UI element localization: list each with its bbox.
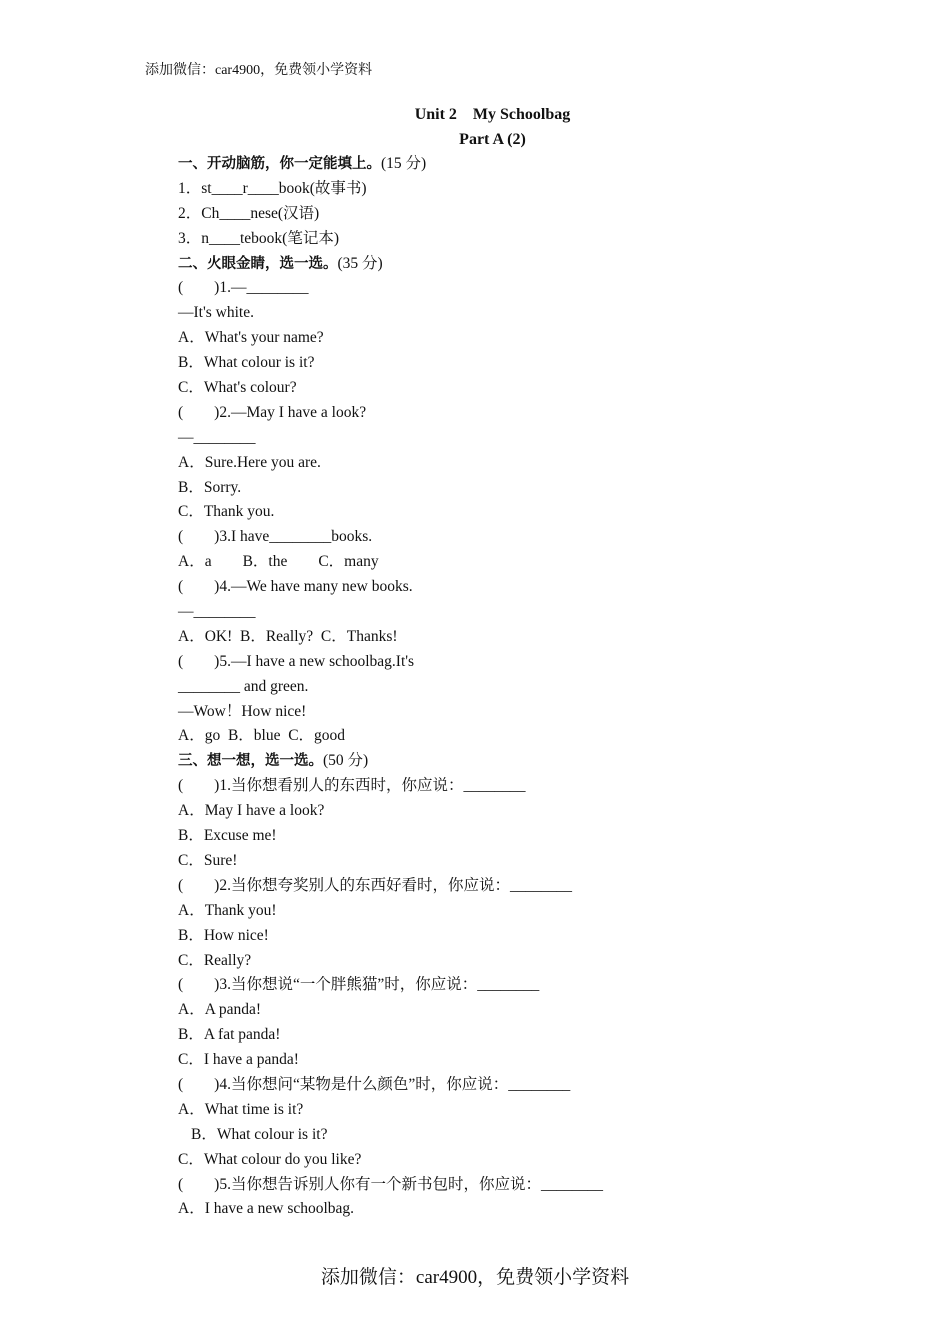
- exercise-line: [178, 326, 838, 351]
- line-text: 二、火眼金睛，选一选。: [178, 255, 338, 272]
- exercise-line: [178, 426, 838, 451]
- line-text: —________: [178, 428, 256, 446]
- line-text: A．What time is it?: [178, 1100, 304, 1118]
- line-text: ( )2.—May I have a look?: [178, 403, 367, 421]
- section-heading: [178, 749, 838, 774]
- line-text: B．A fat panda!: [178, 1026, 281, 1044]
- exercise-line: [178, 1023, 838, 1048]
- line-text: ( )4.—We have many new books.: [178, 578, 413, 596]
- line-text: B．What colour is it?: [178, 354, 315, 372]
- line-text: —Wow！How nice!: [178, 702, 307, 720]
- exercise-line: [178, 550, 838, 575]
- exercise-line: [178, 1073, 838, 1098]
- exercise-line: [178, 575, 838, 600]
- exercise-line: [178, 351, 838, 376]
- line-text: C．Sure!: [178, 851, 238, 869]
- worksheet-title: Unit 2 My Schoolbag: [414, 106, 571, 123]
- exercise-line: [178, 1197, 838, 1222]
- line-text: ( )5.当你想告诉别人你有一个新书包时，你应说：________: [178, 1175, 603, 1193]
- exercise-line: [178, 600, 838, 625]
- line-text: 1．st____r____book(故事书): [178, 179, 367, 197]
- line-text: C．What colour do you like?: [178, 1150, 362, 1168]
- exercise-line: [178, 724, 838, 749]
- line-text: ________ and green.: [178, 677, 309, 695]
- line-text: C．Thank you.: [178, 503, 275, 521]
- exercise-line: [178, 824, 838, 849]
- section-heading: [178, 252, 838, 277]
- exercise-line: [178, 1123, 838, 1148]
- exercise-line: [178, 525, 838, 550]
- exercise-line: [178, 650, 838, 675]
- line-text: A．A panda!: [178, 1001, 262, 1019]
- exercise-line: [178, 1098, 838, 1123]
- line-text: ( )1.当你想看别人的东西时，你应说：________: [178, 777, 526, 795]
- exercise-line: [178, 451, 838, 476]
- line-text: ( )2.当你想夸奖别人的东西好看时，你应说：________: [178, 876, 572, 894]
- line-text: C．What's colour?: [178, 379, 297, 397]
- line-text: B．Excuse me!: [178, 827, 277, 845]
- line-text: A．What's your name?: [178, 329, 324, 347]
- exercise-line: [178, 1048, 838, 1073]
- line-text: ( )4.当你想问“某物是什么颜色”时，你应说：________: [178, 1075, 571, 1093]
- exercise-line: [178, 849, 838, 874]
- exercise-line: [178, 774, 838, 799]
- line-text: A．May I have a look?: [178, 802, 325, 820]
- exercise-line: [178, 276, 838, 301]
- line-text: A．Thank you!: [178, 901, 277, 919]
- exercise-line: [178, 376, 838, 401]
- line-text: —________: [178, 603, 256, 621]
- section-points: (15 分): [381, 155, 427, 172]
- footer-watermark-note: 添加微信：car4900，免费领小学资料: [320, 1267, 630, 1288]
- line-text: B．How nice!: [178, 926, 269, 944]
- exercise-line: [178, 1148, 838, 1173]
- line-text: ( )3.当你想说“一个胖熊猫”时，你应说：________: [178, 976, 540, 994]
- line-text: 三、想一想，选一选。: [178, 753, 323, 770]
- line-text: C．I have a panda!: [178, 1051, 299, 1069]
- line-text: 3．n____tebook(笔记本): [178, 229, 340, 247]
- section-points: (35 分): [337, 254, 383, 272]
- line-text: C．Really?: [178, 951, 252, 969]
- exercise-line: [178, 227, 838, 252]
- exercise-line: [178, 301, 838, 326]
- exercise-line: [178, 675, 838, 700]
- exercise-line: [178, 700, 838, 725]
- line-text: B．Sorry.: [178, 478, 242, 496]
- section-points: (50 分): [323, 752, 369, 770]
- exercise-line: [178, 625, 838, 650]
- line-text: ( )1.—________: [178, 279, 309, 297]
- exercise-line: [178, 899, 838, 924]
- exercise-line: [178, 500, 838, 525]
- line-text: ( )3.I have________books.: [178, 528, 373, 546]
- header-watermark-note: 添加微信：car4900，免费领小学资料: [145, 63, 373, 78]
- exercise-line: [178, 202, 838, 227]
- line-text: A．go B．blue C．good: [178, 727, 346, 745]
- exercise-line: [178, 924, 838, 949]
- exercise-line: [178, 874, 838, 899]
- line-text: A．OK! B．Really? C．Thanks!: [178, 627, 398, 645]
- line-text: A．a B．the C．many: [178, 553, 379, 571]
- exercise-line: [178, 799, 838, 824]
- exercise-line: [178, 1173, 838, 1198]
- exercise-line: [178, 177, 838, 202]
- line-text: ( )5.—I have a new schoolbag.It's: [178, 652, 415, 670]
- line-text: B．What colour is it?: [191, 1125, 328, 1143]
- exercise-line: [178, 401, 838, 426]
- exercise-line: [178, 949, 838, 974]
- exercise-line: [178, 476, 838, 501]
- section-heading: [178, 152, 838, 177]
- line-text: —It's white.: [178, 304, 254, 322]
- line-text: A．Sure.Here you are.: [178, 453, 321, 471]
- line-text: 2．Ch____nese(汉语): [178, 204, 320, 222]
- exercise-line: [178, 973, 838, 998]
- worksheet-body: [178, 152, 838, 1222]
- exercise-line: [178, 998, 838, 1023]
- line-text: 一、开动脑筋，你一定能填上。: [178, 156, 381, 172]
- line-text: A．I have a new schoolbag.: [178, 1200, 355, 1218]
- worksheet-subtitle: Part A (2): [459, 131, 526, 148]
